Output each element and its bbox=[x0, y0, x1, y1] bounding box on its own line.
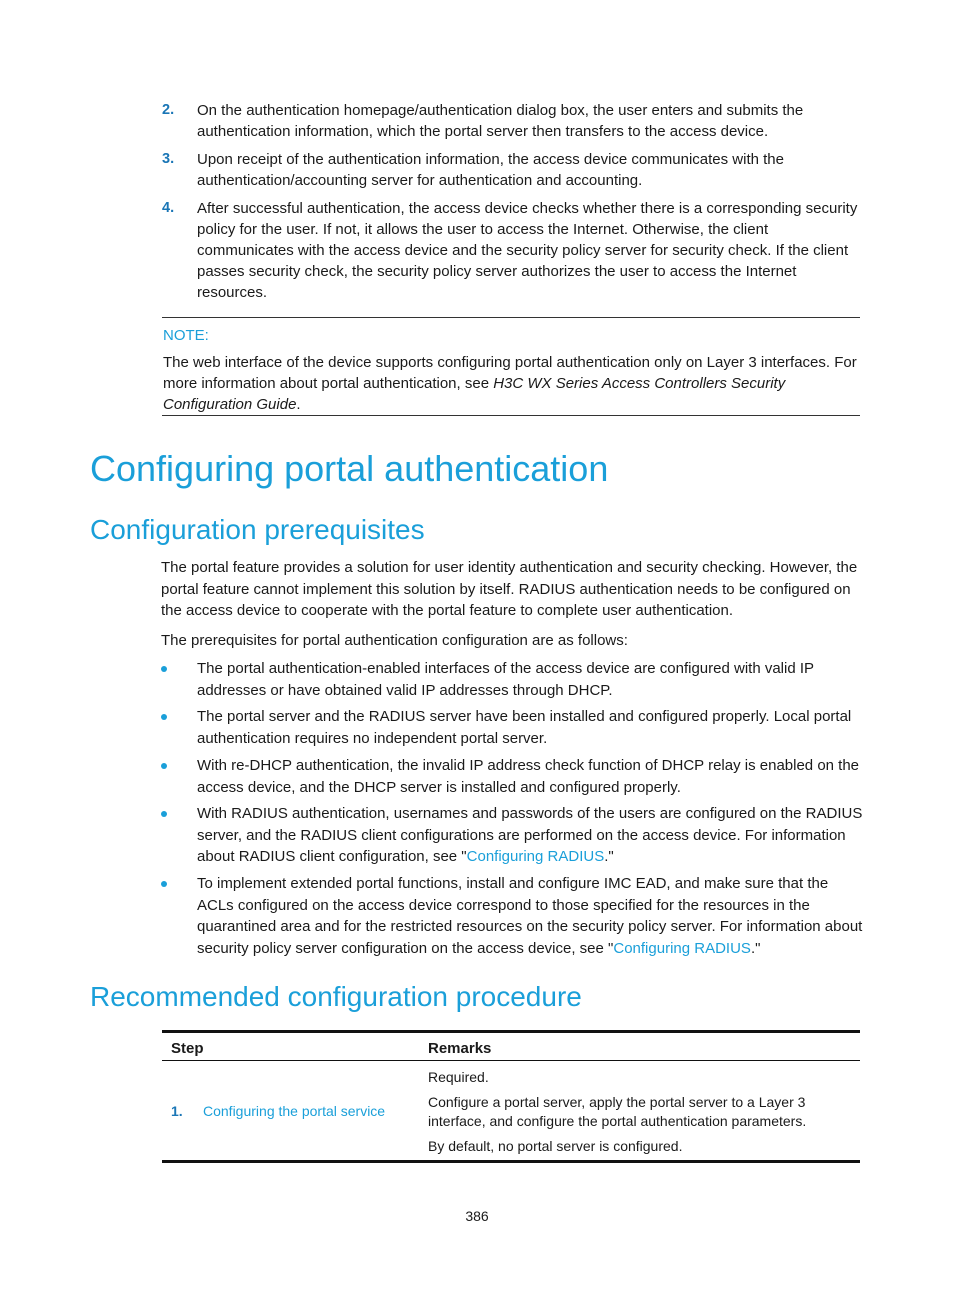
step-number: 3. bbox=[162, 151, 175, 167]
step-text: After successful authentication, the access device checks whether there is a corresponding security policy for the user. If not, it allows the user to access the Internet. Otherwise, the client communicates with the access device and the security policy server for security check. If the client passes security check, the security policy server authorizes the user to access the Internet resources. bbox=[197, 200, 858, 301]
bullet-text: With re-DHCP authentication, the invalid IP address check function of DHCP relay is enabled on the access device, and the DHCP server is installed and configured properly. bbox=[197, 757, 860, 796]
bullet-text bbox=[197, 803, 867, 868]
note-label: NOTE: bbox=[163, 327, 209, 344]
page-title: Configuring portal authentication bbox=[90, 448, 609, 489]
section-heading-procedure: Recommended configuration procedure bbox=[90, 981, 582, 1012]
bullet-text-after: ." bbox=[604, 848, 614, 865]
row-remark-configure: Configure a portal server, apply the portal server to a Layer 3 interface, and configure the portal authentication parameters. bbox=[428, 1094, 807, 1129]
note-guide-title: H3C WX Series Access Controllers Security Configuration Guide bbox=[163, 375, 786, 413]
step-text: Upon receipt of the authentication information, the access device communicates with the authentication/accounting server for authentication and accounting. bbox=[197, 151, 784, 189]
bullet-icon bbox=[161, 881, 167, 887]
configuring-radius-link[interactable]: Configuring RADIUS bbox=[466, 848, 605, 865]
table-header-step: Step bbox=[171, 1040, 204, 1057]
table-header-rule bbox=[162, 1060, 860, 1061]
bullet-text: The portal authentication-enabled interfaces of the access device are configured with valid IP addresses or have obtained valid IP addresses through DHCP. bbox=[197, 660, 814, 699]
table-header-remarks: Remarks bbox=[428, 1040, 492, 1057]
bullet-icon bbox=[161, 714, 167, 720]
row-remark-default: By default, no portal server is configured. bbox=[428, 1138, 683, 1154]
row-step-number: 1. bbox=[171, 1103, 183, 1119]
note-text-before: The web interface of the device supports configuring portal authentication only on Layer 3 interfaces. For more information about portal authentication, see bbox=[163, 354, 857, 392]
prereq-paragraph-1: The portal feature provides a solution for user identity authentication and security checking. However, the portal feature cannot implement this solution by itself. RADIUS authentication needs to be configured on the access device to cooperate with the portal feature to complete user authentication. bbox=[161, 559, 858, 619]
step-text: On the authentication homepage/authentication dialog box, the user enters and submits the authentication information, which the portal server then transfers to the access device. bbox=[197, 102, 804, 140]
note-top-divider bbox=[162, 317, 860, 318]
section-heading-prerequisites: Configuration prerequisites bbox=[90, 514, 425, 545]
bullet-icon bbox=[161, 666, 167, 672]
row-remark-required: Required. bbox=[428, 1069, 489, 1085]
bullet-text-before: With RADIUS authentication, usernames and passwords of the users are configured on the RADIUS server, and the RADIUS client configurations are performed on the access device. For information about RADIUS client configuration, see " bbox=[197, 805, 863, 865]
page-number: 386 bbox=[465, 1208, 489, 1224]
bullet-text: The portal server and the RADIUS server have been installed and configured properly. Local portal authentication requires no independent portal server. bbox=[197, 708, 852, 747]
bullet-text-before: To implement extended portal functions, install and configure IMC EAD, and make sure that the ACLs configured on the access device correspond to those specified for the resources in the quarantined area and for the restricted resources on the security policy server. For information about security policy server configuration on the access device, see " bbox=[197, 875, 863, 957]
step-number: 2. bbox=[162, 102, 175, 118]
note-bottom-divider bbox=[162, 415, 860, 416]
table-top-rule bbox=[162, 1030, 860, 1033]
note-text bbox=[163, 352, 863, 415]
step-number: 4. bbox=[162, 200, 175, 216]
prereq-paragraph-2: The prerequisites for portal authentication configuration are as follows: bbox=[161, 632, 628, 649]
bullet-icon bbox=[161, 763, 167, 769]
configuring-portal-service-link[interactable]: Configuring the portal service bbox=[203, 1103, 386, 1119]
bullet-text bbox=[197, 873, 867, 959]
note-text-after: . bbox=[296, 396, 301, 413]
table-bottom-rule bbox=[162, 1160, 860, 1163]
configuring-radius-link[interactable]: Configuring RADIUS bbox=[613, 939, 751, 957]
bullet-text-after: ." bbox=[750, 939, 761, 957]
bullet-icon bbox=[161, 811, 167, 817]
